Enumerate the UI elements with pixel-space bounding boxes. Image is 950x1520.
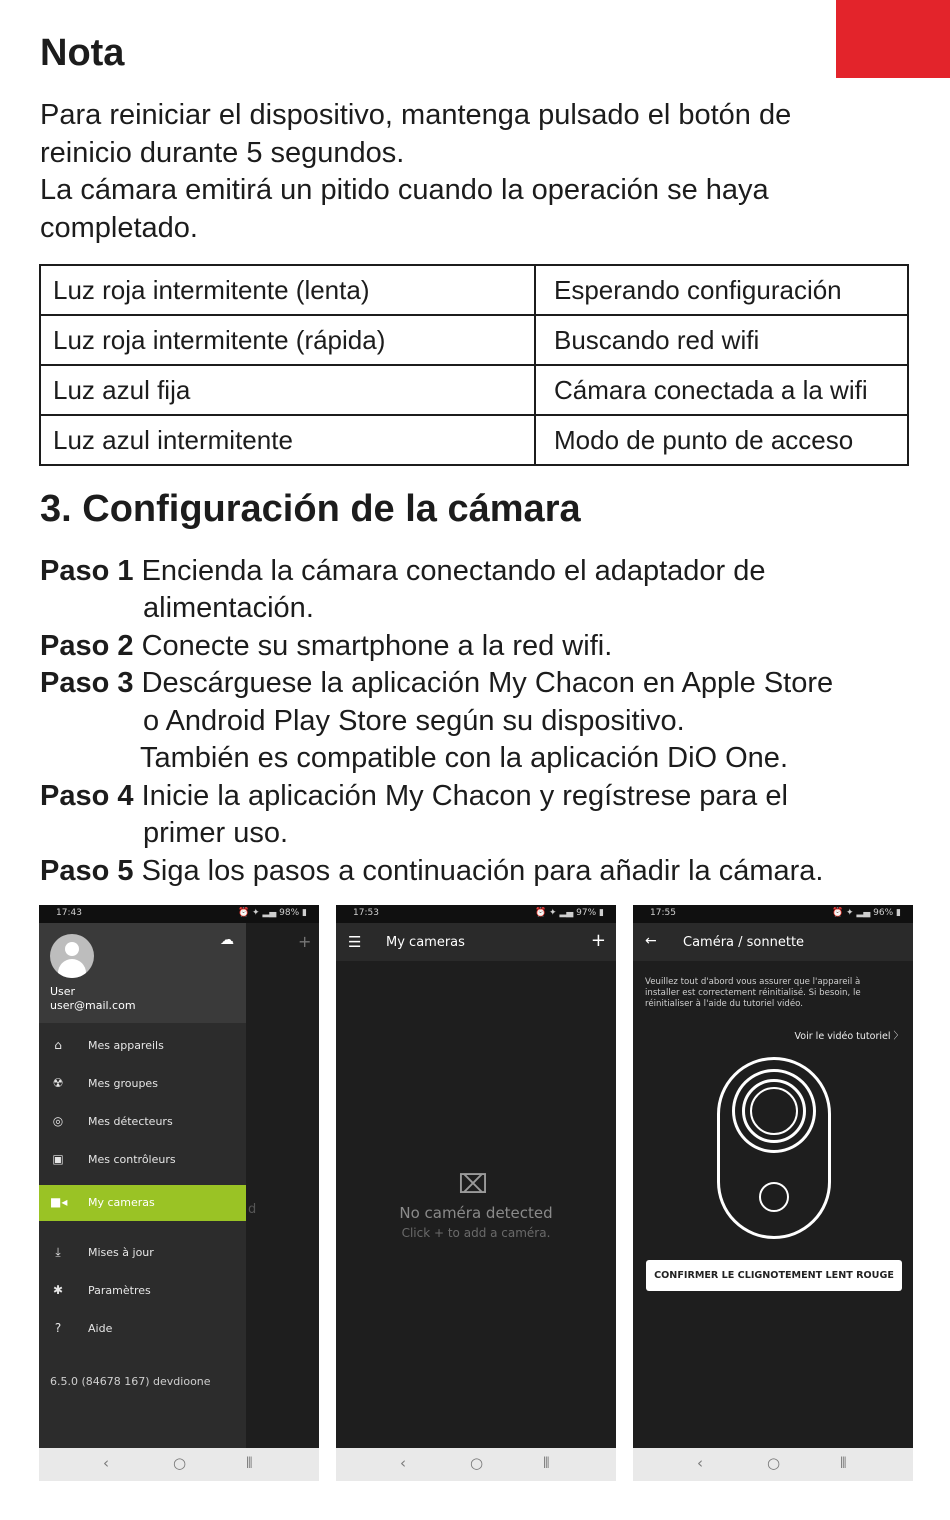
battery-level: 97% [576, 908, 597, 918]
corner-red-tab [836, 0, 950, 78]
menu-item-parametres[interactable] [39, 1273, 246, 1309]
menu-item-mises-a-jour[interactable] [39, 1235, 246, 1271]
help-icon: ? [54, 1321, 62, 1335]
led-light-cell: Luz roja intermitente (rápida) [40, 315, 535, 365]
status-icons: ⏰ ✦ ▂▄ 97% ▮ [534, 908, 604, 918]
cloud-icon[interactable]: ☁ [220, 932, 234, 948]
avatar[interactable] [50, 934, 94, 978]
recents-nav-icon[interactable]: ⦀ [246, 1454, 253, 1472]
gear-icon: ✱ [52, 1283, 64, 1297]
android-nav-bar [39, 1448, 319, 1481]
empty-state-title: No caméra detected [399, 1204, 553, 1222]
step-label: Paso 4 [40, 780, 134, 812]
status-bar [39, 905, 319, 923]
table-row [40, 365, 908, 415]
video-icon: ■◂ [50, 1195, 68, 1209]
home-nav-icon[interactable]: ○ [173, 1454, 187, 1472]
step-1 [40, 553, 766, 591]
step-3-cont: También es compatible con la aplicación DiO One. [140, 742, 788, 774]
step-3-cont: o Android Play Store según su dispositivo. [143, 705, 685, 737]
user-name: User [50, 985, 76, 998]
status-time: 17:53 [353, 908, 379, 918]
navigation-drawer [39, 923, 246, 1448]
app-version: 6.5.0 (84678 167) devdioone [50, 1375, 211, 1388]
obscured-text: d [248, 1202, 257, 1217]
led-light-cell: Luz azul fija [40, 365, 535, 415]
security-camera-icon: ⌧ [458, 1170, 488, 1200]
android-nav-bar [336, 1448, 616, 1481]
step-5 [40, 853, 823, 891]
android-nav-bar [633, 1448, 913, 1481]
table-row [40, 315, 908, 365]
step-label: Paso 5 [40, 855, 134, 887]
remote-icon: ▣ [52, 1152, 64, 1166]
add-icon: + [298, 932, 312, 951]
menu-item-label: My cameras [88, 1196, 155, 1209]
back-nav-icon[interactable]: ‹ [697, 1454, 703, 1472]
back-nav-icon[interactable]: ‹ [400, 1454, 406, 1472]
user-email: user@mail.com [50, 999, 136, 1012]
battery-level: 96% [873, 908, 894, 918]
menu-item-label: Mes contrôleurs [88, 1153, 176, 1166]
step-4-cont: primer uso. [143, 817, 289, 849]
step-label: Paso 3 [40, 667, 134, 699]
status-time: 17:43 [56, 908, 82, 918]
tutorial-video-link[interactable]: Voir le vidéo tutoriel 〉 [794, 1031, 903, 1042]
menu-item-my-cameras[interactable] [39, 1185, 246, 1221]
step-text: Siga los pasos a continuación para añadir la cámara. [141, 855, 824, 887]
back-arrow-icon[interactable]: ← [645, 933, 657, 949]
battery-level: 98% [279, 908, 300, 918]
step-1-cont: alimentación. [143, 592, 314, 624]
step-text: Inicie la aplicación My Chacon y regístrese para el [141, 780, 788, 812]
status-bar [336, 905, 616, 923]
sensor-icon: ◎ [52, 1114, 64, 1128]
led-status-table [39, 264, 909, 466]
step-text: Encienda la cámara conectando el adaptador de [141, 555, 766, 587]
step-3 [40, 665, 833, 703]
menu-item-mes-appareils[interactable] [39, 1028, 246, 1064]
home-icon: ⌂ [54, 1038, 62, 1052]
empty-state-hint: Click + to add a caméra. [401, 1226, 551, 1240]
recents-nav-icon[interactable]: ⦀ [840, 1454, 847, 1472]
menu-item-mes-groupes[interactable] [39, 1066, 246, 1102]
step-label: Paso 1 [40, 555, 134, 587]
menu-item-mes-detecteurs[interactable] [39, 1104, 246, 1140]
led-meaning-cell: Esperando configuración [535, 265, 908, 315]
status-icons: ⏰ ✦ ▂▄ 96% ▮ [831, 908, 901, 918]
note-line-2: reinicio durante 5 segundos. [40, 137, 405, 169]
add-camera-button[interactable]: + [590, 930, 606, 951]
status-time: 17:55 [650, 908, 676, 918]
menu-item-label: Mes détecteurs [88, 1115, 173, 1128]
page-title: Caméra / sonnette [683, 935, 805, 950]
menu-item-mes-controleurs[interactable] [39, 1142, 246, 1178]
menu-item-aide[interactable] [39, 1311, 246, 1347]
drawer-header [39, 923, 246, 1023]
note-line-3: La cámara emitirá un pitido cuando la operación se haya [40, 174, 769, 206]
note-line-1: Para reiniciar el dispositivo, mantenga pulsado el botón de [40, 99, 792, 131]
back-nav-icon[interactable]: ‹ [103, 1454, 109, 1472]
page-title: My cameras [386, 935, 465, 950]
hamburger-menu-icon[interactable]: ☰ [348, 933, 362, 951]
led-meaning-cell: Buscando red wifi [535, 315, 908, 365]
led-meaning-cell: Cámara conectada a la wifi [535, 365, 908, 415]
recents-nav-icon[interactable]: ⦀ [543, 1454, 550, 1472]
note-line-4: completado. [40, 212, 198, 244]
step-2 [40, 628, 612, 666]
table-row [40, 415, 908, 465]
phone-screen-my-cameras [336, 905, 616, 1481]
download-icon: ⤓ [55, 1245, 61, 1259]
home-nav-icon[interactable]: ○ [767, 1454, 781, 1472]
step-text: Conecte su smartphone a la red wifi. [141, 630, 613, 662]
led-meaning-cell: Modo de punto de acceso [535, 415, 908, 465]
note-heading: Nota [40, 32, 125, 74]
status-bar [633, 905, 913, 923]
menu-item-label: Mises à jour [88, 1246, 154, 1259]
home-nav-icon[interactable]: ○ [470, 1454, 484, 1472]
setup-instructions: Veuillez tout d'abord vous assurer que l'appareil à installer est correctement réinitialisé. Si besoin, le réinitialiser à l'aide du tutoriel vidéo. [645, 977, 861, 1009]
section-heading: 3. Configuración de la cámara [40, 488, 581, 530]
menu-item-label: Mes groupes [88, 1077, 158, 1090]
groups-icon: ☢ [52, 1076, 64, 1090]
confirm-slow-red-blink-button[interactable]: CONFIRMER LE CLIGNOTEMENT LENT ROUGE [646, 1260, 902, 1291]
led-light-cell: Luz azul intermitente [40, 415, 535, 465]
status-icons: ⏰ ✦ ▂▄ 98% ▮ [237, 908, 307, 918]
app-top-bar [633, 923, 913, 961]
step-text: Descárguese la aplicación My Chacon en Apple Store [141, 667, 834, 699]
menu-item-label: Paramètres [88, 1284, 151, 1297]
led-light-cell: Luz roja intermitente (lenta) [40, 265, 535, 315]
doorbell-button-illustration [759, 1182, 789, 1212]
step-label: Paso 2 [40, 630, 134, 662]
step-4 [40, 778, 788, 816]
phone-screen-camera-setup [633, 905, 913, 1481]
menu-item-label: Mes appareils [88, 1039, 164, 1052]
camera-lens-ring [750, 1087, 798, 1135]
app-top-bar [336, 923, 616, 961]
table-row [40, 265, 908, 315]
menu-item-label: Aide [88, 1322, 113, 1335]
phone-screen-menu [39, 905, 319, 1481]
